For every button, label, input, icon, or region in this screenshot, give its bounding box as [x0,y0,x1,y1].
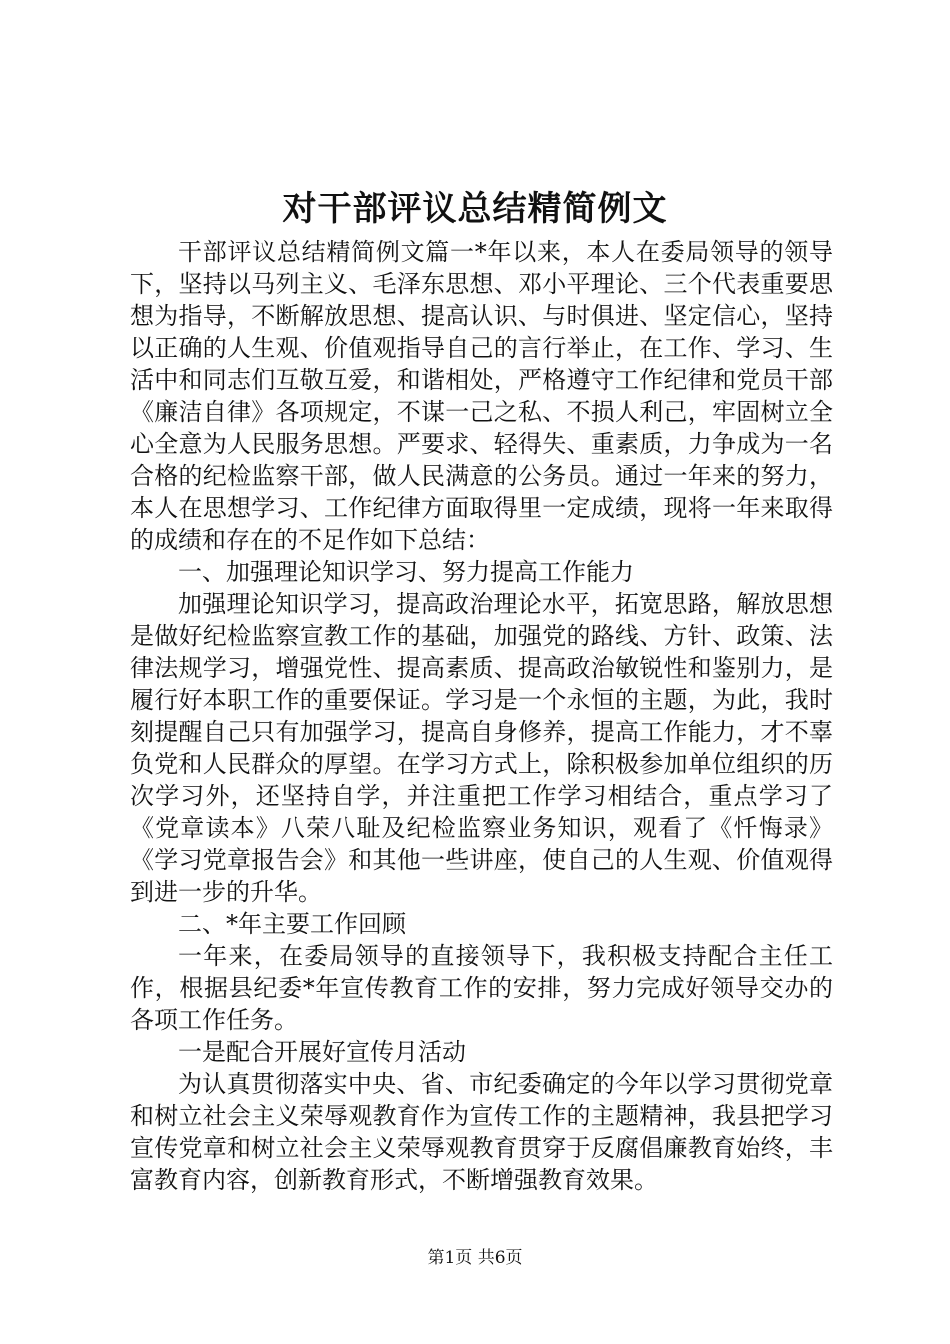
document-body [130,236,833,1196]
section-heading-2: 二、*年主要工作回顾 [178,910,406,938]
document-title: 对干部评议总结精简例文 [282,189,668,229]
page-number-footer: 第1页 共6页 [427,1248,523,1268]
intro-paragraph: 干部评议总结精简例文篇一*年以来，本人在委局领导的领导下，坚持以马列主义、毛泽东思想、邓小平理论、三个代表重要思想为指导，不断解放思想、提高认识、与时俱进、坚定信心，坚持以正确的人生观、价值观指导自己的言行举止，在工作、学习、生活中和同志们互敬互爱，和谐相处，严格遵守工作纪律和党员干部《廉洁自律》各项规定，不谋一己之私、不损人利己，牢固树立全心全意为人民服务思想。严要求、轻得失、重素质，力争成为一名合格的纪检监察干部，做人民满意的公务员。通过一年来的努力，本人在思想学习、工作纪律方面取得里一定成绩，现将一年来取得的成绩和存在的不足作如下总结： [130,238,833,554]
section-1-paragraph: 加强理论知识学习，提高政治理论水平，拓宽思路，解放思想是做好纪检监察宣教工作的基础，加强党的路线、方针、政策、法律法规学习，增强党性、提高素质、提高政治敏锐性和鉴别力，是履行好本职工作的重要保证。学习是一个永恒的主题，为此，我时刻提醒自己只有加强学习，提高自身修养，提高工作能力，才不辜负党和人民群众的厚望。在学习方式上，除积极参加单位组织的历次学习外，还坚持自学，并注重把工作学习相结合，重点学习了《党章读本》八荣八耻及纪检监察业务知识，观看了《忏悔录》《学习党章报告会》和其他一些讲座，使自己的人生观、价值观得到进一步的升华。 [130,590,833,906]
subsection-1-paragraph: 为认真贯彻落实中央、省、市纪委确定的今年以学习贯彻党章和树立社会主义荣辱观教育作为宣传工作的主题精神，我县把学习宣传党章和树立社会主义荣辱观教育贯穿于反腐倡廉教育始终，丰富教育内容，创新教育形式，不断增强教育效果。 [130,1070,833,1194]
section-heading-1: 一、加强理论知识学习、努力提高工作能力 [178,558,634,586]
subsection-heading-1: 一是配合开展好宣传月活动 [178,1038,466,1066]
section-2-paragraph: 一年来，在委局领导的直接领导下，我积极支持配合主任工作，根据县纪委*年宣传教育工作的安排，努力完成好领导交办的各项工作任务。 [130,942,833,1034]
